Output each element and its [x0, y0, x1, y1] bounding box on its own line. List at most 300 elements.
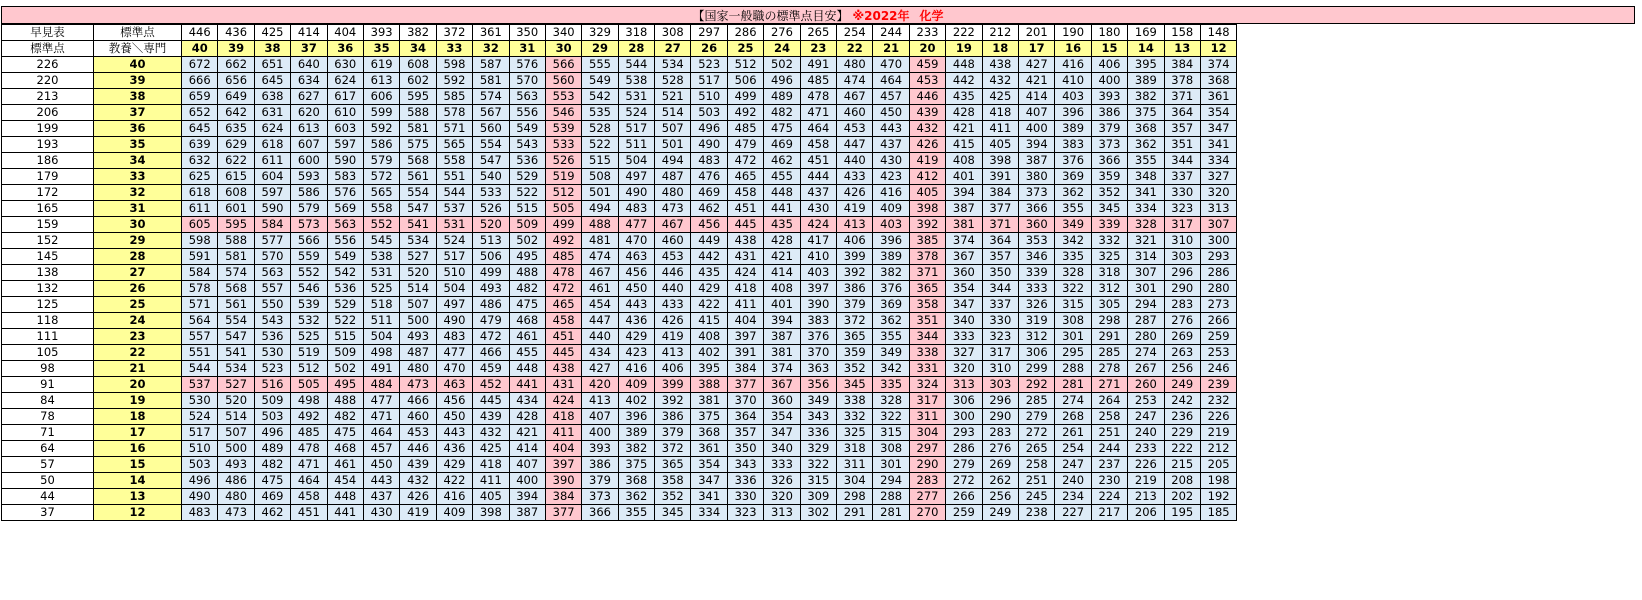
col-standard-score: 201 [1018, 25, 1054, 41]
score-cell: 356 [800, 377, 836, 393]
score-cell: 460 [400, 409, 436, 425]
table-row [2, 345, 1237, 361]
score-cell: 247 [1128, 409, 1164, 425]
score-cell: 313 [764, 505, 800, 521]
row-general-score: 31 [94, 201, 182, 217]
score-cell: 490 [182, 489, 218, 505]
score-cell: 483 [618, 201, 654, 217]
score-cell: 401 [946, 169, 982, 185]
score-cell: 247 [1055, 457, 1091, 473]
score-cell: 543 [254, 313, 290, 329]
score-cell: 475 [509, 297, 545, 313]
row-general-score: 37 [94, 105, 182, 121]
score-cell: 338 [837, 393, 873, 409]
score-cell: 521 [655, 89, 691, 105]
col-standard-score: 265 [800, 25, 836, 41]
col-specialty-score: 36 [327, 41, 363, 57]
score-cell: 414 [1018, 89, 1054, 105]
score-cell: 540 [473, 169, 509, 185]
col-specialty-score: 22 [837, 41, 873, 57]
table-row [2, 377, 1237, 393]
score-cell: 477 [618, 217, 654, 233]
score-cell: 494 [655, 153, 691, 169]
score-cell: 263 [1164, 345, 1200, 361]
score-cell: 212 [1200, 441, 1236, 457]
score-cell: 202 [1164, 489, 1200, 505]
score-cell: 444 [800, 169, 836, 185]
score-cell: 332 [1091, 233, 1127, 249]
score-cell: 315 [1055, 297, 1091, 313]
score-cell: 567 [473, 105, 509, 121]
score-cell: 362 [618, 489, 654, 505]
header-row-bottom [2, 41, 1237, 57]
score-cell: 347 [691, 473, 727, 489]
score-cell: 493 [400, 329, 436, 345]
score-cell: 290 [982, 409, 1018, 425]
row-standard-score: 179 [2, 169, 94, 185]
score-cell: 394 [1018, 137, 1054, 153]
score-cell: 325 [1091, 249, 1127, 265]
score-cell: 451 [545, 329, 581, 345]
score-cell: 461 [582, 281, 618, 297]
score-cell: 366 [1018, 201, 1054, 217]
score-cell: 377 [982, 201, 1018, 217]
score-cell: 505 [291, 377, 327, 393]
score-cell: 293 [1200, 249, 1236, 265]
score-cell: 629 [218, 137, 254, 153]
col-standard-score: 340 [545, 25, 581, 41]
score-cell: 468 [327, 441, 363, 457]
score-cell: 435 [946, 89, 982, 105]
score-cell: 323 [982, 329, 1018, 345]
score-cell: 532 [291, 313, 327, 329]
score-cell: 563 [509, 89, 545, 105]
score-cell: 397 [545, 457, 581, 473]
score-cell: 510 [436, 265, 472, 281]
score-cell: 230 [1091, 473, 1127, 489]
score-cell: 262 [982, 473, 1018, 489]
score-cell: 315 [800, 473, 836, 489]
score-cell: 450 [436, 409, 472, 425]
score-cell: 259 [1200, 329, 1236, 345]
col-specialty-score: 14 [1128, 41, 1164, 57]
row-general-score: 17 [94, 425, 182, 441]
score-cell: 615 [218, 169, 254, 185]
score-cell: 291 [837, 505, 873, 521]
score-cell: 285 [1091, 345, 1127, 361]
score-cell: 560 [473, 121, 509, 137]
score-cell: 443 [363, 473, 399, 489]
score-cell: 514 [400, 281, 436, 297]
score-cell: 542 [582, 89, 618, 105]
score-cell: 503 [691, 105, 727, 121]
score-cell: 198 [1200, 473, 1236, 489]
score-cell: 482 [764, 105, 800, 121]
score-cell: 269 [982, 457, 1018, 473]
score-cell: 296 [982, 393, 1018, 409]
col-specialty-score: 37 [291, 41, 327, 57]
score-cell: 300 [946, 409, 982, 425]
score-cell: 386 [1091, 105, 1127, 121]
score-cell: 311 [909, 409, 945, 425]
score-cell: 392 [837, 265, 873, 281]
score-cell: 312 [1091, 281, 1127, 297]
score-cell: 329 [800, 441, 836, 457]
score-cell: 409 [618, 377, 654, 393]
row-standard-score: 199 [2, 121, 94, 137]
score-cell: 387 [946, 201, 982, 217]
score-cell: 331 [909, 361, 945, 377]
score-cell: 396 [1055, 105, 1091, 121]
score-cell: 416 [436, 489, 472, 505]
col-standard-score: 446 [182, 25, 218, 41]
score-cell: 267 [1128, 361, 1164, 377]
score-cell: 511 [618, 137, 654, 153]
score-cell: 513 [473, 233, 509, 249]
score-cell: 488 [327, 393, 363, 409]
score-cell: 233 [1128, 441, 1164, 457]
score-cell: 425 [982, 89, 1018, 105]
score-cell: 217 [1091, 505, 1127, 521]
score-cell: 234 [1055, 489, 1091, 505]
score-cell: 381 [764, 345, 800, 361]
score-cell: 458 [800, 137, 836, 153]
score-cell: 427 [582, 361, 618, 377]
row-general-score: 27 [94, 265, 182, 281]
score-cell: 379 [582, 473, 618, 489]
score-cell: 424 [800, 217, 836, 233]
score-cell: 337 [1164, 169, 1200, 185]
row-general-score: 40 [94, 57, 182, 73]
score-cell: 451 [800, 153, 836, 169]
row-general-score: 20 [94, 377, 182, 393]
score-cell: 304 [837, 473, 873, 489]
score-cell: 598 [436, 57, 472, 73]
row-standard-score: 105 [2, 345, 94, 361]
score-cell: 482 [509, 281, 545, 297]
score-cell: 524 [182, 409, 218, 425]
score-cell: 416 [1055, 57, 1091, 73]
score-cell: 492 [545, 233, 581, 249]
score-cell: 290 [1164, 281, 1200, 297]
score-cell: 604 [254, 169, 290, 185]
score-cell: 534 [218, 361, 254, 377]
score-cell: 453 [400, 425, 436, 441]
score-cell: 438 [727, 233, 763, 249]
score-cell: 334 [691, 505, 727, 521]
score-cell: 349 [873, 345, 909, 361]
score-cell: 407 [509, 457, 545, 473]
score-cell: 195 [1164, 505, 1200, 521]
score-cell: 326 [764, 473, 800, 489]
score-cell: 249 [982, 505, 1018, 521]
score-cell: 489 [254, 441, 290, 457]
score-cell: 483 [691, 153, 727, 169]
col-specialty-score: 16 [1055, 41, 1091, 57]
score-cell: 538 [618, 73, 654, 89]
score-cell: 208 [1164, 473, 1200, 489]
score-cell: 379 [655, 425, 691, 441]
score-cell: 251 [1091, 425, 1127, 441]
score-cell: 452 [473, 377, 509, 393]
score-cell: 597 [327, 137, 363, 153]
score-cell: 322 [1055, 281, 1091, 297]
score-cell: 310 [1164, 233, 1200, 249]
score-cell: 524 [436, 233, 472, 249]
col-specialty-score: 30 [545, 41, 581, 57]
score-cell: 448 [327, 489, 363, 505]
score-cell: 411 [982, 121, 1018, 137]
col-standard-score: 158 [1164, 25, 1200, 41]
score-cell: 533 [473, 185, 509, 201]
col-specialty-score: 25 [727, 41, 763, 57]
row-standard-score: 125 [2, 297, 94, 313]
score-cell: 542 [327, 265, 363, 281]
score-cell: 283 [1164, 297, 1200, 313]
score-cell: 357 [727, 425, 763, 441]
score-cell: 611 [182, 201, 218, 217]
score-cell: 335 [1055, 249, 1091, 265]
score-cell: 317 [982, 345, 1018, 361]
score-cell: 518 [363, 297, 399, 313]
score-cell: 297 [909, 441, 945, 457]
score-cell: 355 [1128, 153, 1164, 169]
row-general-score: 38 [94, 89, 182, 105]
score-cell: 373 [1091, 137, 1127, 153]
score-cell: 415 [691, 313, 727, 329]
score-cell: 509 [327, 345, 363, 361]
score-cell: 517 [691, 73, 727, 89]
table-row [2, 425, 1237, 441]
score-cell: 536 [509, 153, 545, 169]
score-cell: 437 [363, 489, 399, 505]
score-cell: 512 [291, 361, 327, 377]
score-cell: 436 [618, 313, 654, 329]
score-cell: 426 [909, 137, 945, 153]
score-cell: 537 [182, 377, 218, 393]
score-cell: 330 [982, 313, 1018, 329]
score-cell: 500 [218, 441, 254, 457]
score-cell: 554 [400, 185, 436, 201]
score-cell: 449 [691, 233, 727, 249]
score-cell: 384 [545, 489, 581, 505]
score-cell: 266 [1200, 313, 1236, 329]
score-cell: 494 [582, 201, 618, 217]
score-cell: 512 [545, 185, 581, 201]
score-cell: 407 [1018, 105, 1054, 121]
score-cell: 571 [436, 121, 472, 137]
score-cell: 576 [509, 57, 545, 73]
score-cell: 487 [655, 169, 691, 185]
score-cell: 515 [509, 201, 545, 217]
score-cell: 499 [473, 265, 509, 281]
row-general-score: 12 [94, 505, 182, 521]
score-cell: 593 [291, 169, 327, 185]
score-cell: 448 [764, 185, 800, 201]
score-cell: 539 [291, 297, 327, 313]
score-cell: 239 [1200, 377, 1236, 393]
score-cell: 390 [800, 297, 836, 313]
score-cell: 381 [946, 217, 982, 233]
score-cell: 342 [873, 361, 909, 377]
score-cell: 462 [691, 201, 727, 217]
score-cell: 240 [1055, 473, 1091, 489]
score-cell: 504 [436, 281, 472, 297]
score-cell: 325 [837, 425, 873, 441]
score-cell: 606 [363, 89, 399, 105]
score-cell: 526 [473, 201, 509, 217]
score-cell: 280 [1128, 329, 1164, 345]
score-cell: 440 [582, 329, 618, 345]
score-cell: 421 [509, 425, 545, 441]
score-cell: 399 [837, 249, 873, 265]
score-cell: 463 [618, 249, 654, 265]
col-specialty-score: 15 [1091, 41, 1127, 57]
score-cell: 244 [1091, 441, 1127, 457]
score-cell: 488 [582, 217, 618, 233]
score-cell: 323 [727, 505, 763, 521]
score-cell: 238 [1018, 505, 1054, 521]
table-row [2, 57, 1237, 73]
score-cell: 535 [582, 105, 618, 121]
score-cell: 479 [473, 313, 509, 329]
col-standard-score: 318 [618, 25, 654, 41]
score-cell: 401 [764, 297, 800, 313]
col-standard-score: 254 [837, 25, 873, 41]
table-title-bar [1, 6, 1635, 24]
score-cell: 522 [582, 137, 618, 153]
score-cell: 271 [1091, 377, 1127, 393]
score-cell: 418 [727, 281, 763, 297]
score-cell: 293 [946, 425, 982, 441]
score-cell: 441 [327, 505, 363, 521]
score-cell: 533 [545, 137, 581, 153]
score-cell: 303 [1164, 249, 1200, 265]
table-row [2, 201, 1237, 217]
score-cell: 576 [327, 185, 363, 201]
score-cell: 351 [909, 313, 945, 329]
score-cell: 413 [837, 217, 873, 233]
score-cell: 423 [873, 169, 909, 185]
score-cell: 411 [545, 425, 581, 441]
score-cell: 368 [1200, 73, 1236, 89]
score-cell: 354 [946, 281, 982, 297]
score-cell: 445 [545, 345, 581, 361]
score-cell: 529 [327, 297, 363, 313]
score-cell: 485 [545, 249, 581, 265]
score-cell: 351 [1164, 137, 1200, 153]
score-cell: 525 [363, 281, 399, 297]
score-cell: 503 [254, 409, 290, 425]
row-general-score: 30 [94, 217, 182, 233]
score-cell: 372 [837, 313, 873, 329]
score-cell: 388 [691, 377, 727, 393]
score-cell: 461 [327, 457, 363, 473]
col-specialty-score: 24 [764, 41, 800, 57]
score-cell: 341 [691, 489, 727, 505]
score-cell: 435 [764, 217, 800, 233]
row-standard-score: 132 [2, 281, 94, 297]
score-cell: 464 [291, 473, 327, 489]
score-cell: 436 [436, 441, 472, 457]
score-cell: 330 [727, 489, 763, 505]
row-standard-score: 165 [2, 201, 94, 217]
score-cell: 268 [1055, 409, 1091, 425]
score-cell: 465 [727, 169, 763, 185]
row-standard-score: 213 [2, 89, 94, 105]
row-general-score: 36 [94, 121, 182, 137]
score-cell: 421 [764, 249, 800, 265]
score-cell: 432 [473, 425, 509, 441]
score-cell: 608 [218, 185, 254, 201]
score-cell: 429 [618, 329, 654, 345]
col-standard-score: 393 [363, 25, 399, 41]
score-cell: 381 [691, 393, 727, 409]
score-cell: 547 [218, 329, 254, 345]
score-cell: 383 [800, 313, 836, 329]
score-cell: 497 [618, 169, 654, 185]
row-general-score: 28 [94, 249, 182, 265]
score-cell: 272 [1018, 425, 1054, 441]
score-cell: 638 [254, 89, 290, 105]
score-cell: 446 [909, 89, 945, 105]
row-standard-score: 98 [2, 361, 94, 377]
score-cell: 414 [509, 441, 545, 457]
score-cell: 342 [1055, 233, 1091, 249]
score-cell: 367 [946, 249, 982, 265]
score-cell: 408 [764, 281, 800, 297]
score-cell: 402 [618, 393, 654, 409]
table-row [2, 441, 1237, 457]
score-cell: 454 [327, 473, 363, 489]
score-cell: 441 [509, 377, 545, 393]
score-cell: 471 [800, 105, 836, 121]
score-cell: 236 [1164, 409, 1200, 425]
score-cell: 570 [509, 73, 545, 89]
score-cell: 662 [218, 57, 254, 73]
score-cell: 572 [363, 169, 399, 185]
score-cell: 493 [218, 457, 254, 473]
row-general-score: 14 [94, 473, 182, 489]
score-cell: 466 [473, 345, 509, 361]
score-cell: 413 [655, 345, 691, 361]
score-cell: 651 [254, 57, 290, 73]
score-cell: 419 [909, 153, 945, 169]
score-cell: 581 [218, 249, 254, 265]
score-cell: 656 [218, 73, 254, 89]
score-cell: 573 [291, 217, 327, 233]
score-cell: 431 [545, 377, 581, 393]
score-cell: 328 [1055, 265, 1091, 281]
score-cell: 371 [982, 217, 1018, 233]
table-row [2, 121, 1237, 137]
score-cell: 574 [218, 265, 254, 281]
score-cell: 481 [582, 233, 618, 249]
table-title-subject: 化学 [919, 8, 944, 23]
score-cell: 605 [182, 217, 218, 233]
score-cell: 418 [982, 105, 1018, 121]
score-cell: 447 [582, 313, 618, 329]
score-cell: 568 [400, 153, 436, 169]
score-cell: 469 [254, 489, 290, 505]
score-cell: 433 [837, 169, 873, 185]
col-specialty-score: 28 [618, 41, 654, 57]
score-cell: 428 [946, 105, 982, 121]
score-cell: 185 [1200, 505, 1236, 521]
score-cell: 442 [946, 73, 982, 89]
score-cell: 475 [254, 473, 290, 489]
score-cell: 413 [582, 393, 618, 409]
